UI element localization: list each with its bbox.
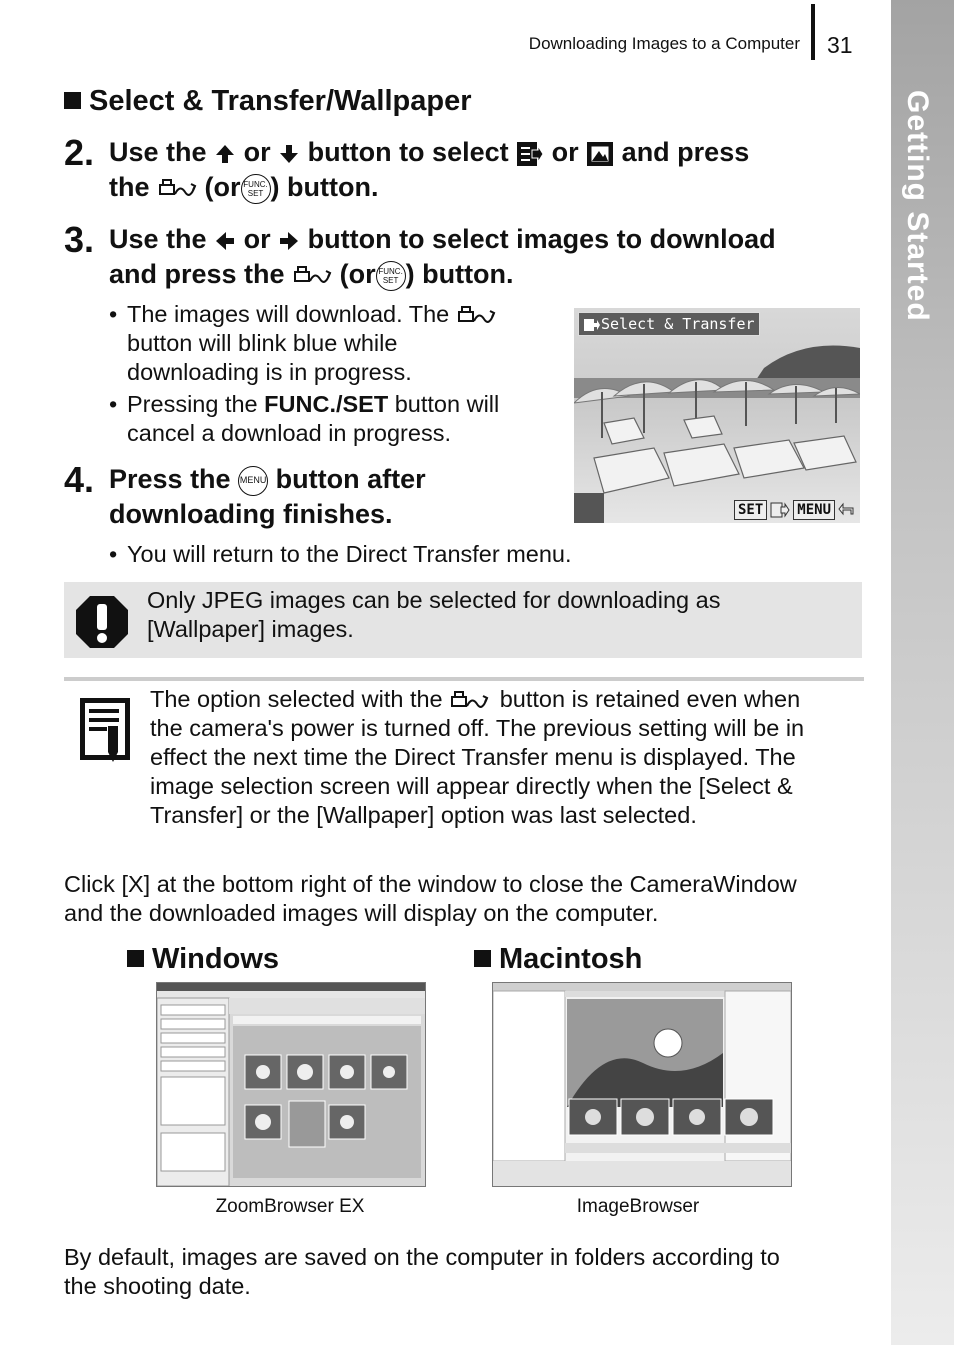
step-4-number: 4.	[64, 459, 95, 500]
lcd-title: Select & Transfer	[578, 312, 760, 336]
step-3-bullet-1: • The images will download. The button will blink blue while downloading is in progress.	[127, 300, 567, 387]
imagebrowser-screenshot	[492, 982, 792, 1187]
return-arrow-icon	[838, 502, 856, 518]
caution-icon	[74, 594, 130, 655]
step-3-bullet-2: • Pressing the FUNC./SET button will cancel a download in progress.	[109, 391, 500, 446]
step-4-text: Press the MENU button after downloading finishes.	[109, 464, 426, 529]
right-arrow-icon	[278, 230, 300, 252]
step-3-number: 3.	[64, 219, 95, 260]
up-arrow-icon	[214, 143, 236, 165]
select-transfer-icon	[583, 318, 601, 332]
running-header: Downloading Images to a Computer	[528, 34, 800, 53]
square-bullet-icon	[127, 950, 144, 967]
square-bullet-icon	[64, 92, 81, 109]
section-heading: Select & Transfer/Wallpaper	[64, 85, 472, 118]
windows-heading: Windows	[127, 943, 279, 976]
menu-button-icon: MENU	[238, 466, 268, 496]
select-transfer-icon	[770, 502, 790, 518]
left-arrow-icon	[214, 230, 236, 252]
print-share-icon	[449, 690, 493, 712]
step-3-text: Use the or button to select images to download and press the (or FUNC. SET ) button.	[109, 224, 776, 289]
print-share-icon	[292, 265, 332, 287]
memo-icon	[78, 696, 132, 771]
lcd-menu-label: MENU	[793, 500, 835, 520]
lcd-set-label: SET	[734, 500, 767, 520]
memo-text: The option selected with the button is retained even when the camera's power is turned off. The previous setting will be in effect the next time the Direct Transfer menu is displayed. The image selection screen will appear directly when the [Select & Transfer] or the [Wallpaper] option was last selected.	[150, 686, 805, 828]
step-4-bullet: • You will return to the Direct Transfer menu.	[109, 541, 572, 567]
func-set-icon: FUNC. SET	[376, 261, 406, 291]
page-number: 31	[827, 32, 853, 58]
zoombrowser-screenshot	[156, 982, 426, 1187]
wallpaper-icon	[586, 141, 614, 167]
zoombrowser-caption: ZoomBrowser EX	[215, 1196, 365, 1217]
caution-text: Only JPEG images can be selected for downloading as [Wallpaper] images.	[147, 587, 721, 642]
camera-lcd-screenshot	[574, 308, 860, 523]
step-2-number: 2.	[64, 132, 95, 173]
square-bullet-icon	[474, 950, 491, 967]
down-arrow-icon	[278, 143, 300, 165]
default-save-paragraph: By default, images are saved on the computer in folders according to the shooting date.	[64, 1244, 780, 1299]
memo-divider	[64, 677, 864, 681]
mac-heading: Macintosh	[474, 943, 642, 976]
side-tab-label: Getting Started	[901, 90, 934, 322]
print-share-icon	[456, 305, 500, 327]
select-transfer-icon	[516, 141, 544, 167]
step-2-text: Use the or button to select or and press the (or FUNC. SET ) button.	[109, 137, 750, 202]
imagebrowser-caption: ImageBrowser	[576, 1196, 700, 1217]
close-window-paragraph: Click [X] at the bottom right of the window to close the CameraWindow and the downloaded images will display on the computer.	[64, 871, 797, 926]
func-set-icon: FUNC. SET	[241, 174, 271, 204]
header-divider	[811, 4, 815, 60]
lcd-controls	[734, 500, 856, 520]
print-share-icon	[157, 178, 197, 200]
beach-photo	[574, 308, 860, 523]
